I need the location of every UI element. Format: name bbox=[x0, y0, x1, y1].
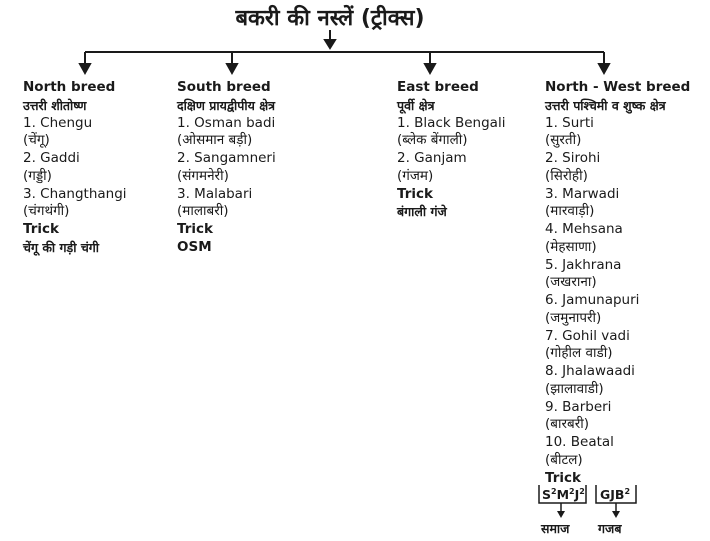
trick-label: Trick bbox=[545, 469, 581, 486]
breed-name: 2. Sangamneri bbox=[177, 150, 276, 166]
code-result-samaj: समाज bbox=[541, 521, 570, 536]
breed-name: 1. Surti bbox=[545, 114, 594, 131]
breed-hindi: (मालाबरी) bbox=[177, 203, 229, 220]
column-heading: South breed bbox=[177, 79, 271, 95]
breed-name: 3. Malabari bbox=[177, 185, 253, 202]
breed-hindi: (ओसमान बड़ी) bbox=[177, 132, 253, 149]
code-gjb: GJB$^2$ bbox=[600, 487, 631, 503]
breed-hindi: (जखराना) bbox=[545, 274, 597, 291]
breed-hindi: (संगमनेरी) bbox=[177, 167, 229, 184]
breed-name: 4. Mehsana bbox=[545, 221, 623, 237]
breed-name: 1. Osman badi bbox=[177, 114, 276, 131]
breed-name: 2. Gaddi bbox=[23, 150, 80, 166]
breed-name: 2. Sirohi bbox=[545, 150, 601, 166]
northwest-arrowhead bbox=[599, 64, 609, 73]
code-smj: $S^2M^2J^2$ bbox=[542, 487, 585, 503]
code-arrowhead-2 bbox=[612, 511, 620, 518]
breed-hindi: (जमुनापरी) bbox=[545, 309, 602, 326]
east-breed-column bbox=[397, 79, 505, 221]
trick-label: Trick bbox=[397, 185, 433, 202]
breed-hindi: (बारबरी) bbox=[545, 416, 589, 433]
breed-hindi: (गड्डी) bbox=[23, 167, 52, 184]
breed-name: 10. Beatal bbox=[545, 434, 614, 450]
column-subheading: पूर्वी क्षेत्र bbox=[397, 97, 435, 113]
breed-hindi: (मेहसाणा) bbox=[545, 238, 597, 255]
north-arrowhead bbox=[80, 64, 90, 73]
title-arrowhead bbox=[325, 40, 335, 48]
code-arrowhead-1 bbox=[557, 511, 565, 518]
breed-hindi: (गंजम) bbox=[397, 167, 434, 184]
diagram-title: बकरी की नस्लें (ट्रीक्स) bbox=[235, 6, 425, 31]
breed-hindi: (चंगथंगी) bbox=[23, 203, 70, 220]
northwest-breed-column bbox=[545, 79, 690, 487]
south-breed-column bbox=[177, 79, 276, 257]
breed-hindi: (सिरोही) bbox=[545, 167, 588, 184]
breed-hindi: (गोहील वाडी) bbox=[545, 345, 613, 362]
breed-name: 7. Gohil vadi bbox=[545, 327, 630, 344]
breed-hindi: (सुरती) bbox=[545, 132, 582, 149]
breed-hindi: (ब्लेक बेंगाली) bbox=[397, 132, 468, 149]
breed-name: 1. Chengu bbox=[23, 114, 93, 131]
trick-label: Trick bbox=[177, 221, 213, 237]
breed-hindi: (मारवाड़ी) bbox=[545, 203, 595, 220]
breed-name: 6. Jamunapuri bbox=[545, 292, 640, 308]
column-heading: East breed bbox=[397, 79, 479, 95]
east-arrowhead bbox=[425, 64, 435, 73]
breed-name: 3. Marwadi bbox=[545, 185, 620, 202]
breed-name: 9. Barberi bbox=[545, 398, 612, 415]
column-subheading: उत्तरी पश्चिमी व शुष्क क्षेत्र bbox=[545, 97, 666, 113]
breed-name: 8. Jhalawaadi bbox=[545, 363, 635, 379]
column-heading: North breed bbox=[23, 79, 116, 95]
breed-name: 3. Changthangi bbox=[23, 185, 127, 202]
column-heading: North - West breed bbox=[545, 79, 691, 95]
trick-text: बंगाली गंजे bbox=[397, 204, 447, 220]
breed-hindi: (चेंगू) bbox=[23, 132, 50, 149]
code-result-gajab: गजब bbox=[598, 521, 622, 536]
south-arrowhead bbox=[227, 64, 237, 73]
breed-hindi: (झालावाडी) bbox=[545, 380, 604, 397]
breed-name: 1. Black Bengali bbox=[397, 114, 506, 131]
north-breed-column bbox=[23, 79, 127, 257]
trick-text: चेंगू की गड़ी चंगी bbox=[23, 239, 100, 255]
column-subheading: उत्तरी शीतोष्ण bbox=[23, 97, 87, 113]
trick-label: Trick bbox=[23, 221, 59, 237]
breed-name: 2. Ganjam bbox=[397, 150, 467, 166]
column-subheading: दक्षिण प्रायद्वीपीय क्षेत्र bbox=[177, 97, 276, 113]
breed-hindi: (बीटल) bbox=[545, 451, 583, 468]
trick-text: OSM bbox=[177, 238, 212, 255]
breed-name: 5. Jakhrana bbox=[545, 256, 622, 273]
